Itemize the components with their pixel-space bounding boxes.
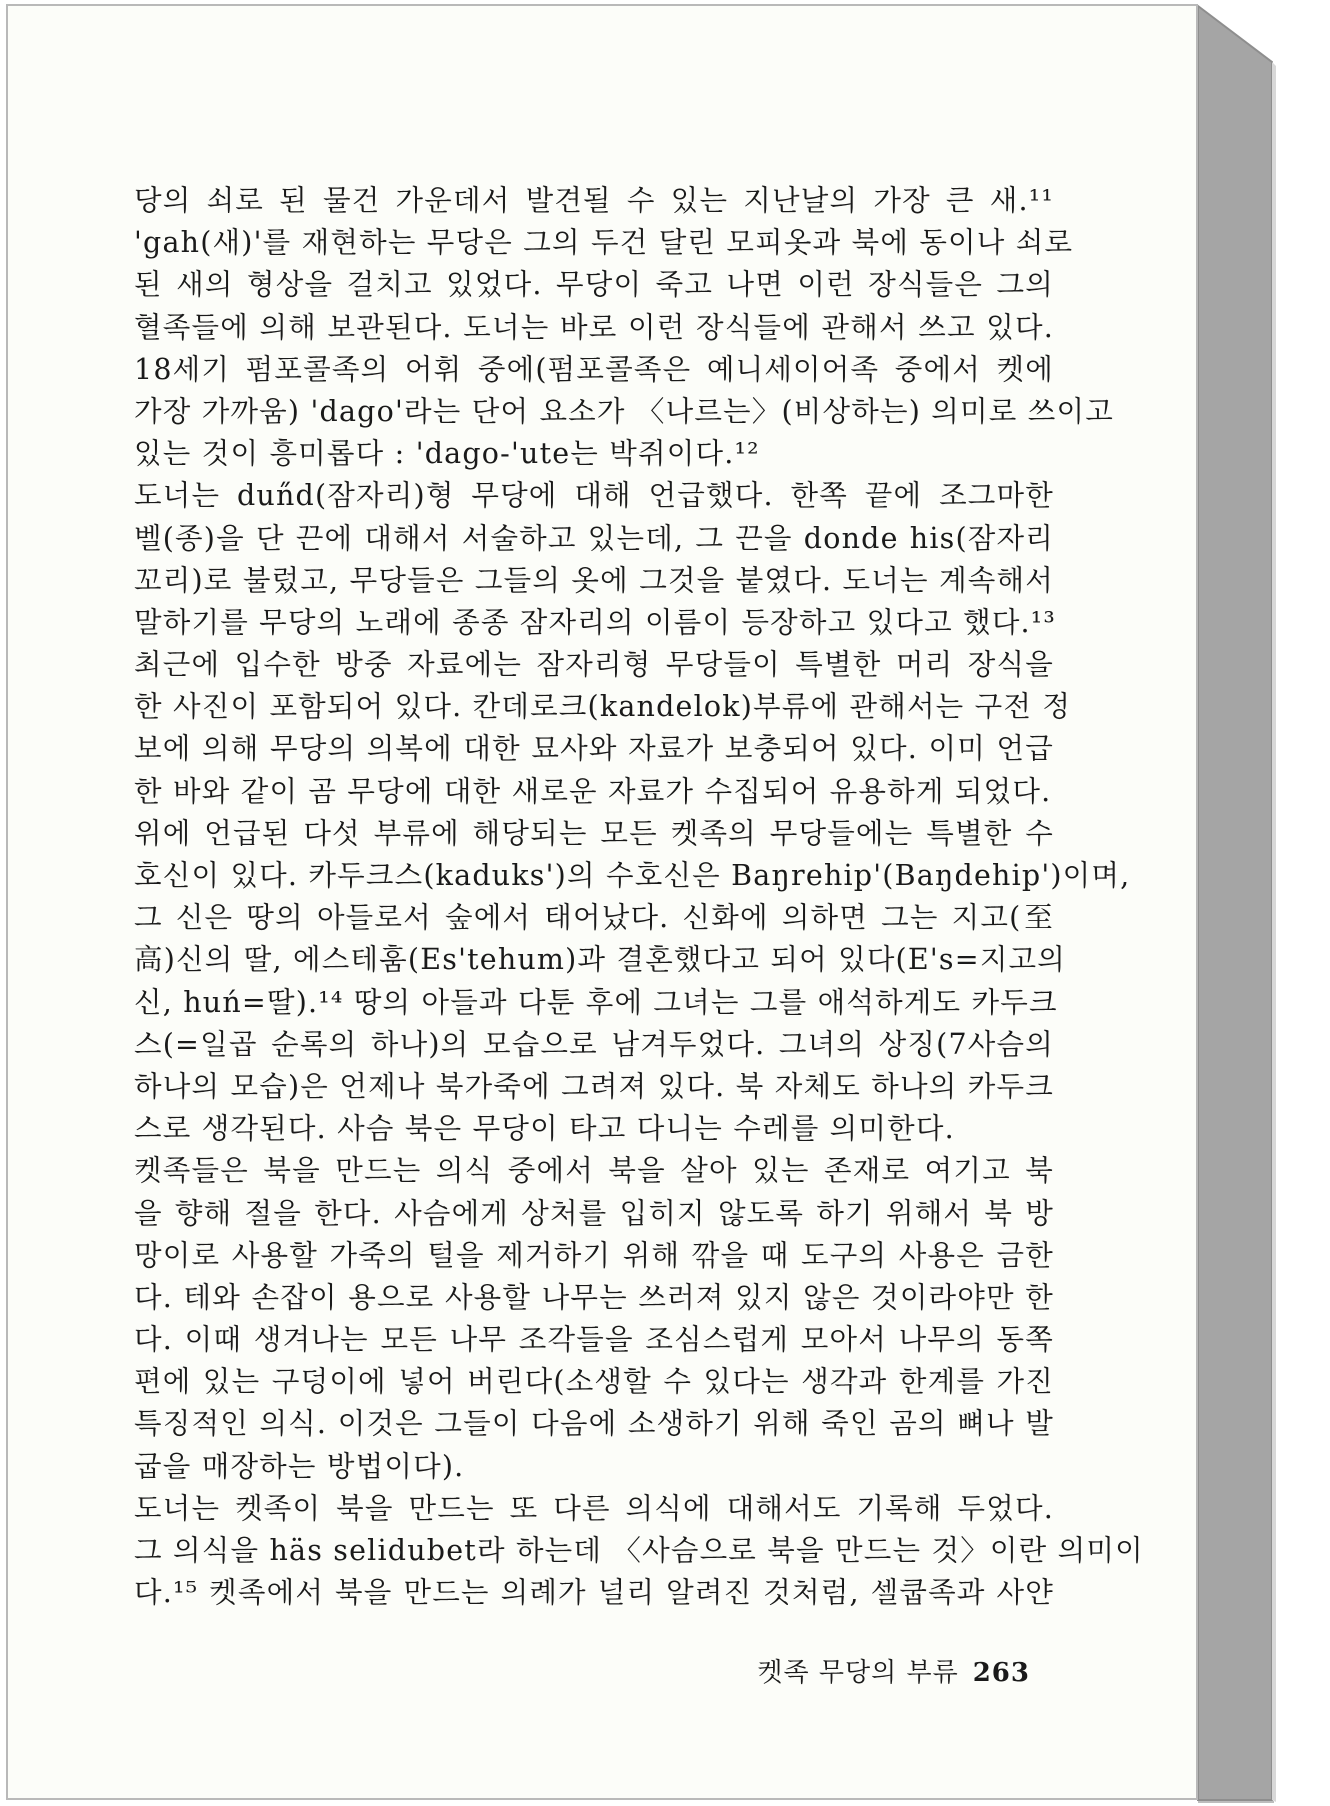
text-line: 신, huń=딸).¹⁴ 땅의 아들과 다툰 후에 그녀는 그를 애석하게도 카두크 (134, 985, 1058, 1019)
text-line: 말하기를 무당의 노래에 종종 잠자리의 이름이 등장하고 있다고 했다.¹³ (134, 605, 1057, 639)
text-line: 켓족들은 북을 만드는 의식 중에서 북을 살아 있는 존재로 여기고 북 (134, 1154, 1054, 1188)
footer-chapter-title: 켓족 무당의 부류 (757, 1658, 959, 1688)
text-line: 가장 가까움) 'dago'라는 단어 요소가 〈나르는〉(비상하는) 의미로 쓰이고 (134, 394, 1114, 428)
page-number: 263 (972, 1658, 1030, 1688)
text-line: 高)신의 딸, 에스테훔(Es'tehum)과 결혼했다고 되어 있다(E's=지고의 (134, 943, 1067, 977)
running-footer (720, 1652, 1030, 1689)
text-line: 을 향해 절을 한다. 사슴에게 상처를 입히지 않도록 하기 위해서 북 방 (134, 1196, 1054, 1230)
text-line: 편에 있는 구덩이에 넣어 버린다(소생할 수 있다는 생각과 한계를 가진 (134, 1365, 1054, 1399)
text-line: 된 새의 형상을 걸치고 있었다. 무당이 죽고 나면 이런 장식들은 그의 (134, 268, 1054, 302)
text-line: 스로 생각된다. 사슴 북은 무당이 타고 다니는 수레를 의미한다. (134, 1112, 955, 1146)
text-line: 위에 언급된 다섯 부류에 해당되는 모든 켓족의 무당들에는 특별한 수 (134, 816, 1054, 850)
text-line: 도너는 dun̋d(잠자리)형 무당에 대해 언급했다. 한쪽 끝에 조그마한 (134, 479, 1054, 513)
text-line: 망이로 사용할 가죽의 털을 제거하기 위해 깎을 때 도구의 사용은 금한 (134, 1238, 1054, 1272)
text-line: 당의 쇠로 된 물건 가운데서 발견될 수 있는 지난날의 가장 큰 새.¹¹ (134, 184, 1054, 217)
text-line: 있는 것이 흥미롭다 : 'dago-'ute는 박쥐이다.¹² (134, 437, 760, 471)
text-line: 굽을 매장하는 방법이다). (134, 1449, 465, 1483)
text-line: 혈족들에 의해 보관된다. 도너는 바로 이런 장식들에 관해서 쓰고 있다. (134, 310, 1054, 344)
text-line: 하나의 모습)은 언제나 북가죽에 그려져 있다. 북 자체도 하나의 카두크 (134, 1069, 1054, 1103)
text-line: 다. 테와 손잡이 용으로 사용할 나무는 쓰러져 있지 않은 것이라야만 한 (134, 1280, 1054, 1314)
text-line: 도너는 켓족이 북을 만드는 또 다른 의식에 대해서도 기록해 두었다. (134, 1491, 1054, 1525)
text-line: 18세기 펌포콜족의 어휘 중에(펌포콜족은 예니세이어족 중에서 켓에 (134, 352, 1054, 386)
text-line: 벨(종)을 단 끈에 대해서 서술하고 있는데, 그 끈을 donde his(잠자리 (134, 521, 1054, 555)
text-line: 다.¹⁵ 켓족에서 북을 만드는 의례가 널리 알려진 것처럼, 셀쿱족과 사얀 (134, 1576, 1054, 1610)
text-line: 스(=일곱 순록의 하나)의 모습으로 남겨두었다. 그녀의 상징(7사슴의 (134, 1027, 1054, 1061)
text-line: 그 신은 땅의 아들로서 숲에서 태어났다. 신화에 의하면 그는 지고(至 (134, 901, 1054, 935)
text-line: 그 의식을 häs selidubet라 하는데 〈사슴으로 북을 만드는 것〉이란 의미이 (134, 1534, 1144, 1567)
text-line: 다. 이때 생겨나는 모든 나무 조각들을 조심스럽게 모아서 나무의 동쪽 (134, 1323, 1054, 1357)
text-line: 최근에 입수한 방중 자료에는 잠자리형 무당들이 특별한 머리 장식을 (134, 648, 1054, 682)
text-line: 한 사진이 포함되어 있다. 칸데로크(kandelok)부류에 관해서는 구전 정 (134, 690, 1072, 724)
body-text (134, 180, 1144, 1614)
text-line: 특징적인 의식. 이것은 그들이 다음에 소생하기 위해 죽인 곰의 뼈나 발 (134, 1407, 1054, 1441)
text-line: 'gah(새)'를 재현하는 무당은 그의 두건 달린 모피옷과 북에 동이나 쇠로 (134, 226, 1074, 260)
text-line: 보에 의해 무당의 의복에 대한 묘사와 자료가 보충되어 있다. 이미 언급 (134, 732, 1054, 766)
text-line: 꼬리)로 불렀고, 무당들은 그들의 옷에 그것을 붙였다. 도너는 계속해서 (134, 563, 1054, 597)
text-line: 호신이 있다. 카두크스(kaduks')의 수호신은 Baŋrehip'(Baŋdehip')이며, (134, 859, 1131, 892)
text-line: 한 바와 같이 곰 무당에 대한 새로운 자료가 수집되어 유용하게 되었다. (134, 774, 1052, 808)
